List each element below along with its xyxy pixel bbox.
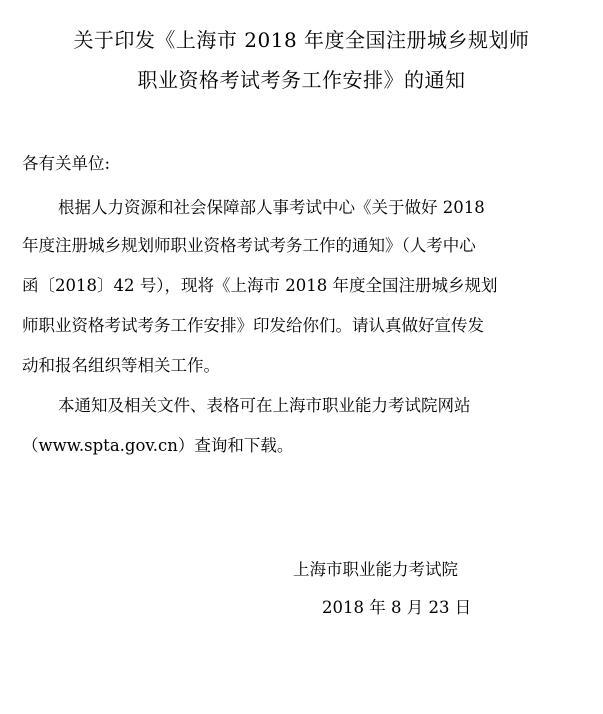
body-line: 年度注册城乡规划师职业资格考试考务工作的通知》（人考中心 — [22, 236, 476, 255]
document-title-line-1: 关于印发《上海市 2018 年度全国注册城乡规划师 — [73, 28, 530, 52]
body-line: 函〔2018〕42 号），现将《上海市 2018 年度全国注册城乡规划 — [22, 276, 498, 295]
salutation: 各有关单位: — [22, 154, 111, 173]
signature-date: 2018 年 8 月 23 日 — [322, 598, 472, 617]
body-line: 根据人力资源和社会保障部人事考试中心《关于做好 2018 — [58, 198, 485, 217]
document-title-line-2: 职业资格考试考务工作安排》的通知 — [137, 68, 466, 92]
body-line: 本通知及相关文件、表格可在上海市职业能力考试院网站 — [58, 396, 471, 415]
body-line: 动和报名组织等相关工作。 — [22, 356, 220, 375]
body-line: 师职业资格考试考务工作安排》印发给你们。请认真做好宣传发 — [22, 316, 484, 335]
signature-organization: 上海市职业能力考试院 — [293, 560, 458, 579]
body-line: （www.spta.gov.cn）查询和下载。 — [22, 436, 294, 455]
